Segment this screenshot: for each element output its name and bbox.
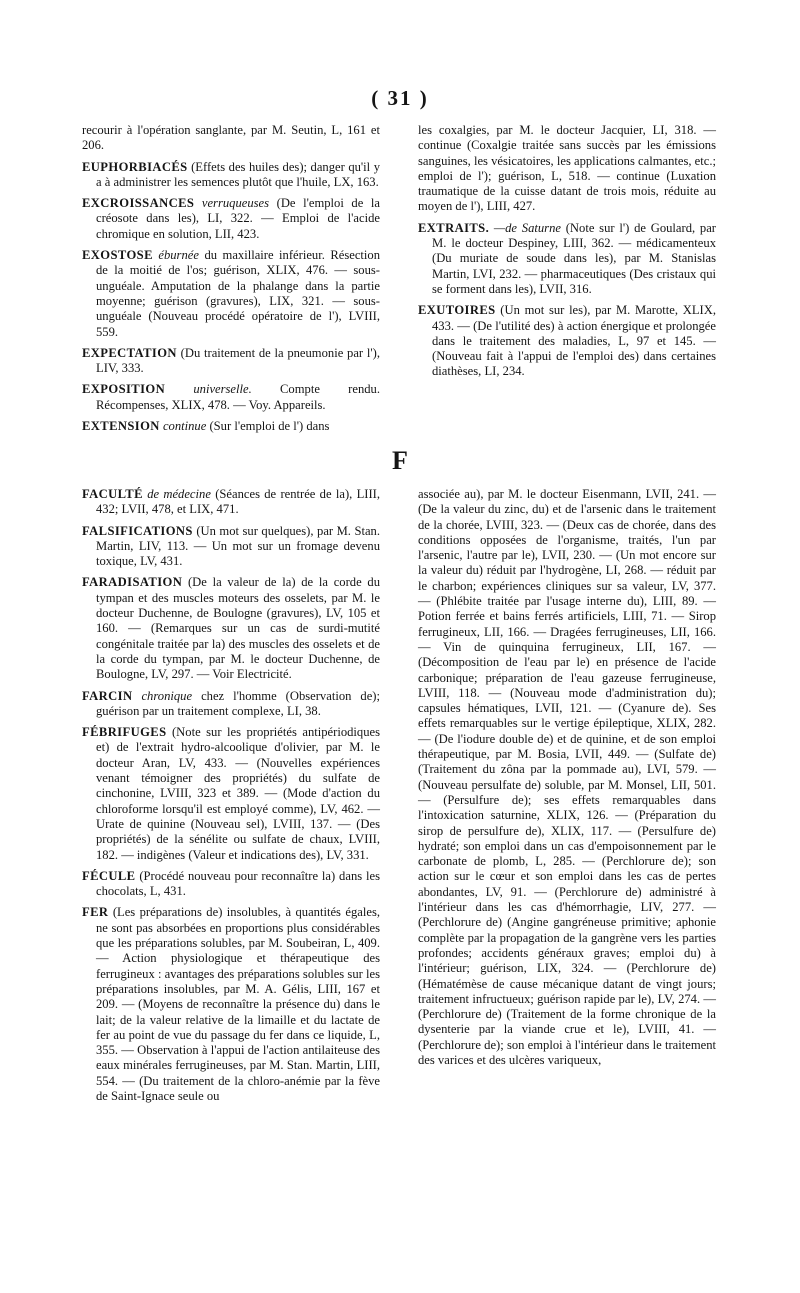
entry-headword: EXTENSION [82,419,160,434]
entry-text: (Note sur l') de Goulard, par M. le docteur Despiney, LIII, 362. — médicamenteux (Du muriate de soude dans les), par M. Stanislas Martin, LVI, 232. — pharmaceutiques (Des cristaux qui se forment dans les), LVII, 316. [432,220,716,296]
entry-text: (Du traitement de la pneumonie par l'), LIV, 333. [96,345,380,376]
entry-text: (Note sur les propriétés antipériodiques et) de l'extrait hydro-alcoolique d'olivier, par M. le docteur Aran, LV, 433. — (Nouvelles expériences venant témoigner des propriétés) du sulfate de cinchonine, LVIII, 323 et 389. — (Mode d'action du chloroforme lorsqu'il est employé comme), LV, 462. — Urate de quinine (Nouveau sel), LVIII, 137. — (Des propriétés) de la sénélite ou sulfate de chaux, LVIII, 182. — indigènes (Valeur et indications des), LV, 331. [96,725,380,862]
index-entry [82,196,380,242]
index-entry [82,725,380,863]
entry-headword: EXCROISSANCES [82,196,195,211]
entry-headword: EXPECTATION [82,345,177,360]
entry-headword: FARADISATION [82,575,183,590]
entry-headword: FALSIFICATIONS [82,523,193,538]
entry-subheading: —de Saturne [493,220,561,235]
column-bottom-left [82,487,380,1110]
column-top-left [82,123,380,440]
index-entry [82,487,380,518]
entry-subheading: verruqueuses [201,196,270,211]
column-bottom-right [418,487,716,1068]
entry-text: Compte rendu. Récompenses, XLIX, 478. — Voy. Appareils. [96,382,380,412]
index-entry [82,382,380,413]
entry-headword: FÉBRIFUGES [82,725,167,740]
entry-subheading: de médecine [147,487,211,501]
entry-text: (Effets des huiles des); danger qu'il y a à administrer les semences plutôt que l'huile, LX, 163. [96,159,380,189]
index-entry [82,575,380,682]
entry-text: (Les préparations de) insolubles, à quantités égales, ne sont pas absorbées en proportions plus considérables que les préparations solubles, par M. Soubeiran, L, 409. — Action physiologique et thérapeutique des ferrugineux : avantages des préparations solubles sur les préparations insolubles, par M. A. Gélis, LIII, 167 et 209. — (Moyens de reconnaître la présence du) dans le lait; de la valeur relative de la limaille et du lactate de fer au point de vue du passage du fer dans ce liquide, L, 355. — Observation à l'appui de l'action antilaiteuse des eaux minérales ferrugineuses, par M. Stan. Martin, LIII, 554. — (Du traitement de la chloro-anémie par la fève de Saint-Ignace seule ou [96,905,380,1103]
entry-subheading: continue [162,419,207,434]
entry-headword: FARCIN [82,688,133,703]
index-entry [418,221,716,297]
index-entry [82,160,380,191]
index-entry [82,123,380,154]
index-entry [82,869,380,900]
index-entry [82,905,380,1104]
entry-headword: FÉCULE [82,868,136,883]
entry-text: chez l'homme (Observation de); guérison par un traitement complexe, LI, 38. [96,688,380,718]
entry-text: (Procédé nouveau pour reconnaître la) dans les chocolats, L, 431. [96,868,380,899]
entry-subheading: universelle. [193,382,252,397]
index-entry [82,524,380,570]
entry-text: (De l'emploi de la créosote dans les), LI, 322. — Emploi de l'acide chromique en solution, LII, 423. [96,196,380,241]
entry-headword: EXTRAITS. [418,220,490,235]
entry-headword: EXUTOIRES [418,303,496,318]
entry-headword: FACULTÉ [82,487,143,501]
entry-text: recourir à l'opération sanglante, par M. Seutin, L, 161 et 206. [82,123,380,153]
entry-continuation: associée au), par M. le docteur Eisenmann, LVII, 241. — (De la valeur du zinc, du) et de l'arsenic dans le traitement de la chorée, LVIII, 323. — (Deux cas de chorée, dans des conditions opposées de l'organisme, traités, l'un par l'arsenic, l'autre par le), LVII, 230. — (Un mot encore sur la valeur du) réduit par l'hydrogène, LI, 268. — réduit par le charbon; expériences cliniques sur sa valeur, LV, 377. — (Phlébite traitée par l'usage interne du), LIII, 89. — Potion ferrée et bains ferrés artificiels, LIII, 71. — Sirop ferrugineux, LII, 166. — Dragées ferrugineuses, LII, 166. — Vin de quinquina ferrugineux, LII, 167. — (Décomposition de l'eau par le) en présence de l'acide carbonique; préparation de l'eau gazeuse ferrugineuse, LVIII, 118. — (Nouveau mode d'administration du); capsules hématiques, LVII, 121. — (Cyanure de). Ses effets remarquables sur le vertige épileptique, XLIX, 282. — (De l'iodure double de) et de quinine, et de son emploi thérapeutique, par M. Bosia, LVII, 449. — (Sulfate de) (Traitement du zôna par la pommade au), LVI, 579. — (Nouveau persulfate de) soluble, par M. Monsel, LII, 501. — (Persulfure de); ses effets remarquables dans l'intoxication saturnine, XLIX, 126. — (Préparation du sirop de persulfure de), XLIX, 117. — (Persulfure de) hydraté; son emploi dans un cas d'empoisonnement par le carbonate de plomb, L, 285. — (Perchlorure de); son action sur le cœur et son emploi dans les cas de pertes abondantes, LV, 91. — (Perchlorure de) administré à l'intérieur dans les cas d'hémorrhagie, LIV, 277. — (Perchlorure de) (Angine gangréneuse primitive; aphonie complète par la propagation de la gangrène vers les parties profondes; accidents généraux graves; emploi du) à l'intérieur; guérison, LIX, 324. — (Perchlorure de) (Hématémèse de cause mécanique datant de vingt jours; traitement infructueux; guérison rapide par le), LV, 274. — (Perchlorure de) (Traitement de la forme chronique de la dysenterie par la viande crue et le), LVIII, 41. — (Perchlorure de); son emploi à l'intérieur dans le traitement des varices et des ulcères variqueux, [418,487,716,1067]
page-number: ( 31 ) [371,86,429,110]
entry-text: (Un mot sur quelques), par M. Stan. Martin, LIV, 113. — Un mot sur un fromage devenu toxique, LV, 431. [96,523,380,569]
entry-text: (De la valeur de la) de la corde du tympan et des muscles moteurs des osselets, par M. le docteur Duchenne, de Boulogne (gravures), LV, 105 et 160. — (Remarques sur un cas de surdi-mutité congénitale traitée par la) des muscles des osselets et de la corde du tympan, par M. le docteur Duchenne, de Boulogne, LV, 297. — Voir Electricité. [96,575,381,682]
entry-text: (Séances de rentrée de la), LIII, 432; LVII, 478, et LIX, 471. [96,487,380,517]
index-entry [82,689,380,720]
index-entry [418,303,716,379]
column-top-right [418,123,716,386]
entry-text: (Un mot sur les), par M. Marotte, XLIX, 433. — (De l'utilité des) à action énergique et prolongée dans le traitement des maladies, L, 97 et 145. — (Nouveau fait à l'appui de l'emploi des) dans certaines diathèses, LI, 234. [432,303,716,379]
entry-subheading: chronique [141,688,193,703]
entry-headword: EXOSTOSE [82,248,153,263]
entry-text: du maxillaire inférieur. Résection de la moitié de l'os; guérison, XLIX, 476. — sous-unguéale. Amputation de la phalange dans la partie moyenne; guérison (gravures), LIX, 321. — sous-unguéale (Nouveau procédé opératoire de l'), LVIII, 559. [96,248,381,339]
entry-subheading: éburnée [158,248,199,263]
index-entry [82,248,380,340]
entry-headword: EXPOSITION [82,382,166,397]
index-entry [418,123,716,215]
entry-headword: EUPHORBIACÉS [82,159,188,174]
index-entry [82,346,380,377]
section-letter: F [392,446,408,475]
entry-text: les coxalgies, par M. le docteur Jacquier, LI, 318. — continue (Coxalgie traitée sans succès par les émissions sanguines, les vésicatoires, les applications calmantes, etc.; emploi de l'); guérison, L, 518. — continue (Luxation traumatique de la cuisse datant de trois mois, réduite au moyen de l'), LIII, 427. [418,123,716,214]
entry-text: (Sur l'emploi de l') dans [209,419,330,434]
entry-headword: FER [82,905,109,920]
index-entry [82,419,380,434]
